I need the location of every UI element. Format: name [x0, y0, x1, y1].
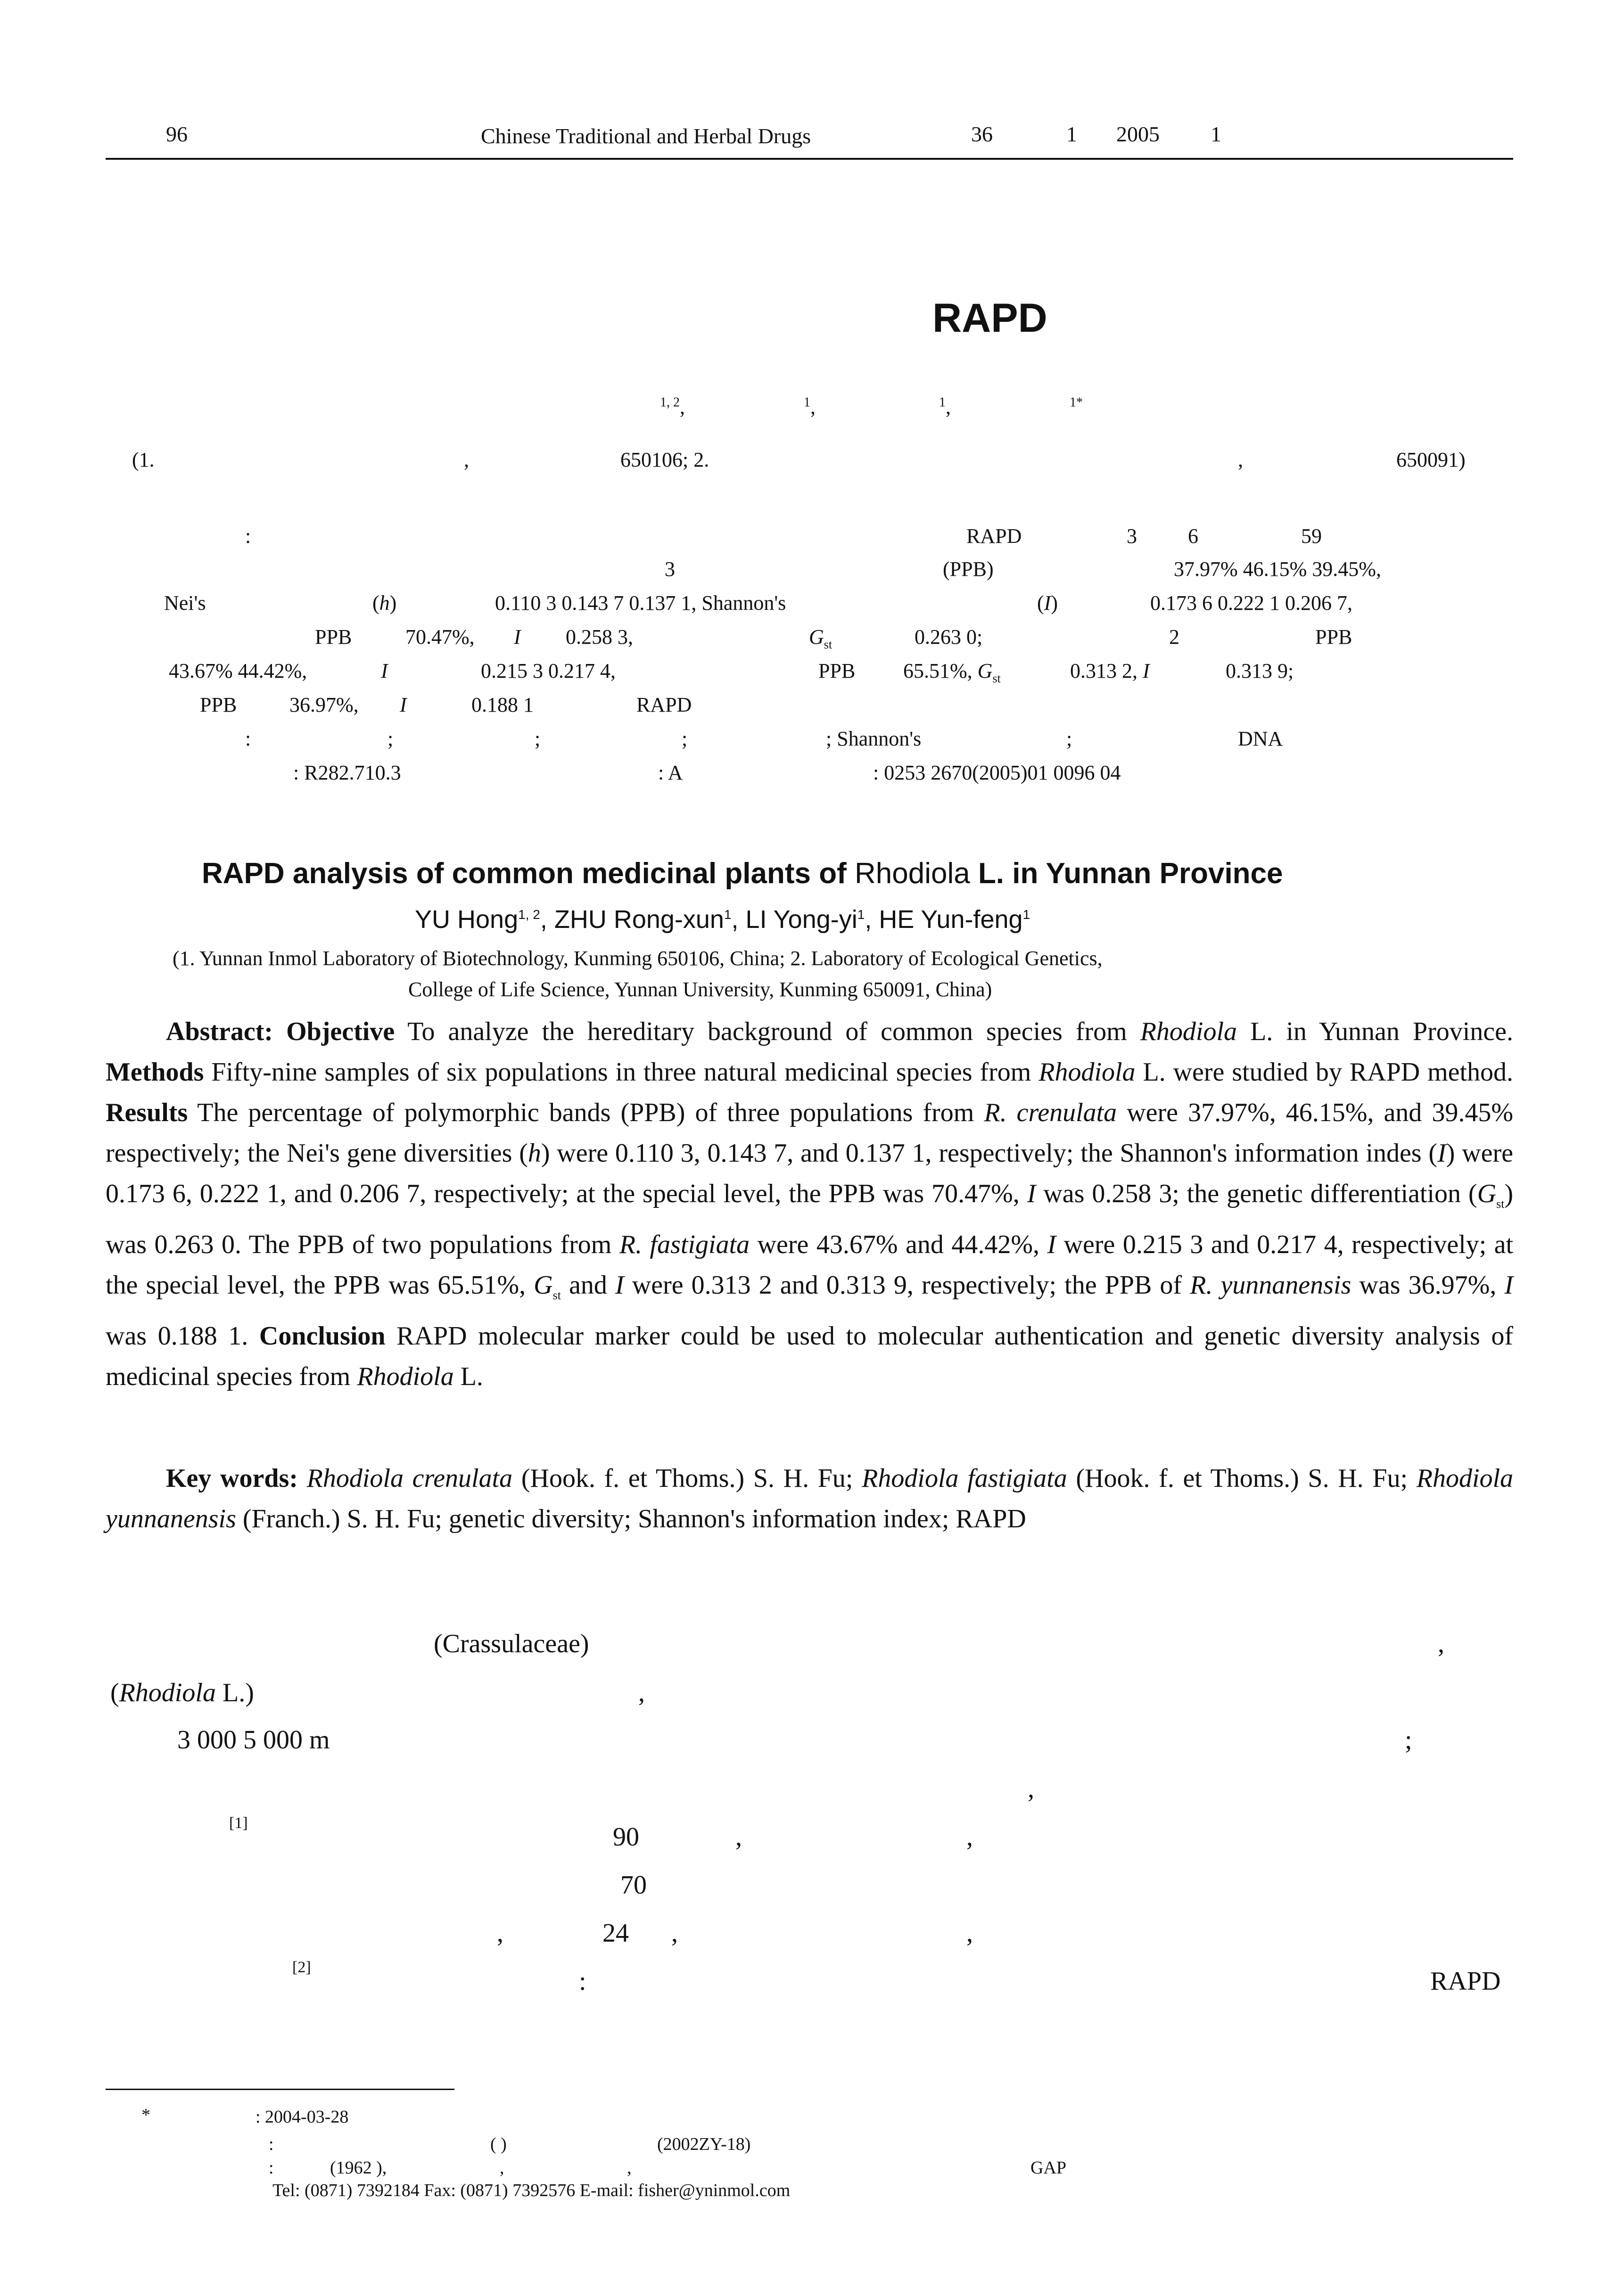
- en-authors: YU Hong$^{1, 2}$, ZHU Rong-xun$^1$, LI Yong-$yi^1$, HE Yun-feng$^1$: [415, 905, 1030, 934]
- cn-abs-l4-n2: 2: [1169, 625, 1179, 648]
- document-code: : A: [658, 761, 683, 784]
- journal-month: 1: [1211, 122, 1221, 146]
- body-l2-genus: (Rhodiola L.): [110, 1678, 254, 1707]
- body-l1-comma: ,: [1438, 1629, 1444, 1658]
- footnote-contact: Tel: (0871) 7392184 Fax: (0871) 7392576 E-mail: fisher@yninmol.com: [272, 2181, 791, 2200]
- cn-affil-postcode1: 650106; 2.: [620, 448, 709, 471]
- cn-abs-l5-v5: 0.313 9;: [1226, 659, 1294, 682]
- journal-volume: 36: [971, 122, 993, 146]
- footnote-fund-colon: :: [269, 2134, 274, 2154]
- cn-abs-l4-v1: 70.47%,: [405, 625, 475, 648]
- cn-kw-sep1: ;: [387, 727, 394, 750]
- cn-affil-postcode2: 650091): [1396, 448, 1466, 471]
- body-l2-comma: ,: [638, 1678, 645, 1707]
- body-l5-comma2: ,: [966, 1822, 973, 1852]
- cn-abs-l5-i: I: [381, 659, 388, 682]
- body-ref-2: [2]: [292, 1959, 311, 1976]
- journal-name: Chinese Traditional and Herbal Drugs: [481, 124, 811, 148]
- cn-abs-l6-i: I: [400, 693, 407, 716]
- cn-abs-l1-n1: 3: [1127, 525, 1137, 548]
- cn-kw-sep4: ; Shannon's: [826, 727, 922, 750]
- cn-keywords-label: :: [245, 727, 251, 750]
- en-keywords: Key words: Rhodiola crenulata (Hook. f. et Thoms.) S. H. Fu; Rhodiola fastigiata (Hook. f. et Thoms.) S. H. Fu; Rhodiola yunnanensis (Franch.) S. H. Fu; genetic diversity; Shannon's information index; RAPD: [106, 1464, 1514, 1533]
- cn-abs-l1-n2: 6: [1188, 525, 1198, 548]
- body-l5-90: 90: [613, 1822, 639, 1852]
- body-l3-semicolon: ;: [1405, 1725, 1412, 1755]
- cn-abs-l5-v1: 43.67% 44.42%,: [169, 659, 307, 682]
- cn-abs-l1-method: RAPD: [966, 525, 1022, 548]
- body-l7-comma1: ,: [497, 1919, 503, 1948]
- body-l7-comma3: ,: [966, 1919, 973, 1948]
- cn-abs-l2-ppb: (PPB): [943, 558, 994, 581]
- journal-issue: 1: [1066, 122, 1077, 146]
- header-rule: [106, 158, 1513, 160]
- body-ref-1: [1]: [229, 1814, 248, 1832]
- author-mark-2: 1: [804, 395, 810, 410]
- cn-abs-l2-n: 3: [665, 558, 675, 581]
- footnote-fund-paren: ( ): [490, 2134, 507, 2154]
- en-affiliation-line2: College of Life Science, Yunnan University, Kunming 650091, China): [408, 978, 992, 1001]
- cn-abs-l2-vals: 37.97% 46.15% 39.45%,: [1174, 558, 1381, 581]
- footnote-bio-year: (1962 ),: [330, 2158, 387, 2178]
- cn-kw-sep5: ;: [1066, 727, 1072, 750]
- footnote-rule: [106, 2089, 454, 2090]
- cn-abs-l3-nei: Nei's: [164, 591, 206, 615]
- body-l1-family: (Crassulaceae): [434, 1629, 589, 1658]
- cn-title: RAPD: [932, 295, 1047, 341]
- cn-abs-l5-v2: 0.215 3 0.217 4,: [481, 659, 616, 682]
- footnote-bio-comma1: ,: [500, 2158, 504, 2178]
- cn-abs-l3-i: (I): [1037, 591, 1058, 615]
- cn-abs-l5-v3: 65.51%, $G_{st}$: [903, 659, 1001, 685]
- cn-abs-l5-v4: 0.313 2, I: [1070, 659, 1150, 682]
- cn-abs-l3-vals: 0.110 3 0.143 7 0.137 1, Shannon's: [495, 591, 786, 615]
- footnote-fund-number: (2002ZY-18): [657, 2134, 751, 2154]
- cn-abs-l1-n3: 59: [1301, 525, 1322, 548]
- clc-number: : R282.710.3: [293, 761, 401, 784]
- cn-abs-l6-rapd: RAPD: [636, 693, 692, 716]
- body-l5-comma1: ,: [735, 1822, 742, 1852]
- cn-abs-l5-ppb: PPB: [818, 659, 856, 682]
- cn-kw-dna: DNA: [1238, 727, 1283, 750]
- body-l7-24: 24: [602, 1919, 629, 1948]
- cn-abs-l4-v2: 0.258 3,: [566, 625, 633, 648]
- en-affiliation-line1: (1. Yunnan Inmol Laboratory of Biotechnology, Kunming 650106, China; 2. Laboratory of Ecological Genetics,: [173, 947, 1103, 970]
- body-l8-rapd: RAPD: [1430, 1967, 1501, 1996]
- cn-abs-l3-h: (h): [372, 591, 397, 615]
- footnote-gap: GAP: [1030, 2158, 1067, 2178]
- cn-affil-comma2: ,: [1238, 448, 1243, 471]
- cn-abstract-label: :: [245, 525, 251, 548]
- footnote-received-date: : 2004-03-28: [255, 2107, 349, 2127]
- cn-abs-l6-v2: 0.188 1: [471, 693, 534, 716]
- body-l3-altitude: 3 000 5 000 m: [177, 1725, 330, 1755]
- body-l6-70: 70: [620, 1870, 647, 1900]
- footnote-star: *: [141, 2105, 150, 2125]
- cn-abs-l4-i: I: [514, 625, 521, 648]
- cn-abs-l6-v1: 36.97%,: [289, 693, 359, 716]
- body-l4-comma: ,: [1028, 1774, 1034, 1804]
- author-mark-3: 1: [939, 395, 946, 410]
- journal-year: 2005: [1116, 122, 1160, 146]
- en-title: RAPD analysis of common medicinal plants of Rhodiola L. in Yunnan Province: [202, 857, 1283, 890]
- author-mark-1: 1, 2: [660, 395, 680, 410]
- en-abstract: Abstract: Objective To analyze the hereditary background of common species from Rhodiola L. in Yunnan Province. Methods Fifty-nine samples of six populations in three natural medicinal species from Rhodiola L. were studied by RAPD method. Results The percentage of polymorphic bands (PPB) of three populations from R. crenulata were 37.97%, 46.15%, and 39.45% respectively; the Nei's gene diversities (h) were 0.110 3, 0.143 7, and 0.137 1, respectively; the Shannon's information indes (I) were 0.173 6, 0.222 1, and 0.206 7, respectively; at the special level, the PPB was 70.47%, I was 0.258 3; the genetic differentiation $(G_{st})$ was 0.263 0. The PPB of two populations from R. fastigiata were 43.67% and 44.42%, I were 0.215 3 and 0.217 4, respectively; at the special level, the PPB was 65.51%, $G_{st}$ and I were 0.313 2 and 0.313 9, respectively; the PPB of R. yunnanensis was 36.97%, I was 0.188 1. Conclusion RAPD molecular marker could be used to molecular authentication and genetic diversity analysis of medicinal species from Rhodiola L.: [106, 1017, 1514, 1392]
- cn-abs-l4-ppb2: PPB: [1315, 625, 1352, 648]
- body-l7-comma2: ,: [671, 1919, 678, 1948]
- cn-abs-l6-ppb: PPB: [200, 693, 237, 716]
- cn-affil-prefix: (1.: [132, 448, 155, 471]
- cn-abs-l4-ppb: PPB: [315, 625, 352, 648]
- cn-abs-l4-g: $G_{st}$: [809, 625, 832, 651]
- cn-affil-comma1: ,: [464, 448, 469, 471]
- cn-kw-sep2: ;: [535, 727, 541, 750]
- cn-abs-l4-v3: 0.263 0;: [915, 625, 983, 648]
- page-number: 96: [166, 122, 188, 146]
- article-id: : 0253 2670(2005)01 0096 04: [873, 761, 1121, 784]
- cn-authors: $^{1, 2}$, $^1$, $^1$, $^{1*}$: [660, 395, 1083, 418]
- body-l8-colon: :: [579, 1967, 586, 1996]
- cn-kw-sep3: ;: [682, 727, 688, 750]
- author-mark-4: 1*: [1070, 395, 1083, 410]
- footnote-bio-comma2: ,: [627, 2158, 632, 2178]
- footnote-bio-colon: :: [269, 2158, 274, 2178]
- cn-abs-l3-vals2: 0.173 6 0.222 1 0.206 7,: [1150, 591, 1352, 615]
